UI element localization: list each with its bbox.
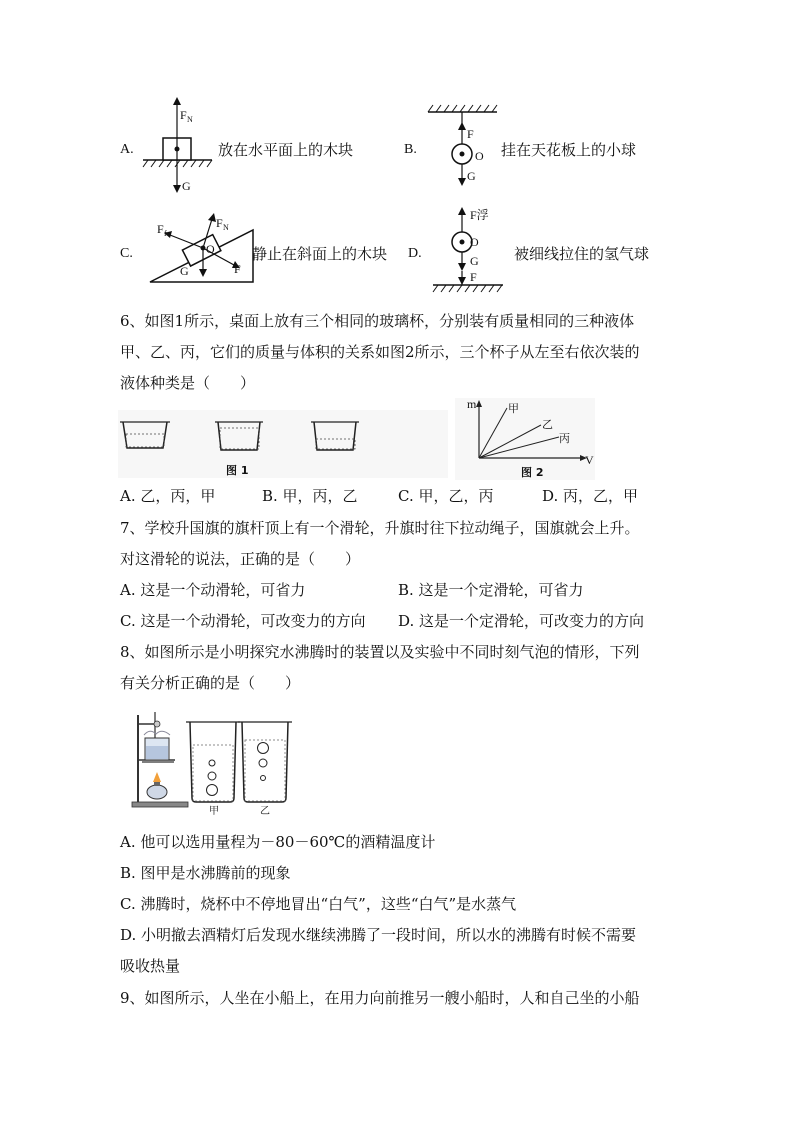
q8-option-a: A. 他可以选用量程为－80－60℃的酒精温度计 (120, 833, 436, 851)
q6-line-2: 甲、乙、丙，它们的质量与体积的关系如图2所示，三个杯子从左至右依次装的 (120, 343, 640, 361)
label-fn-main: F (180, 108, 187, 122)
q7-line-2: 对这滑轮的说法，正确的是（ ） (120, 550, 361, 568)
label-ff-sub: f (164, 229, 167, 238)
label-g: G (180, 264, 189, 278)
beaker-label-yi: 乙 (260, 806, 270, 817)
label-fn-sub: N (187, 115, 193, 124)
label-f: F (470, 270, 477, 284)
diagram-ball-hanging-from-ceiling (425, 100, 505, 195)
q6-option-d: D. 丙，乙，甲 (542, 487, 639, 505)
q8-option-b: B. 图甲是水沸腾前的现象 (120, 864, 291, 882)
figure-1-three-glasses (118, 410, 448, 480)
q7-option-c: C. 这是一个动滑轮，可改变力的方向 (120, 612, 366, 630)
q6-option-a: A. 乙，丙，甲 (120, 487, 216, 505)
q8-option-d-continued: 吸收热量 (120, 957, 181, 975)
option-c-caption: 静止在斜面上的木块 (252, 245, 388, 263)
q7-option-d: D. 这是一个定滑轮，可改变力的方向 (398, 612, 645, 630)
diagram-block-on-table (140, 95, 220, 200)
label-g: G (470, 254, 479, 268)
q8-option-d: D. 小明撤去酒精灯后发现水继续沸腾了一段时间，所以水的沸腾有时候不需要 (120, 926, 637, 944)
label-f: F (467, 127, 474, 141)
label-g: G (182, 179, 191, 193)
label-f-buoyancy: F浮 (470, 208, 489, 222)
option-b-letter: B. (404, 142, 417, 157)
q9-line-1: 9、如图所示，人坐在小船上，在用力向前推另一艘小船时，人和自己坐的小船 (120, 989, 640, 1007)
q7-line-1: 7、学校升国旗的旗杆顶上有一个滑轮，升旗时往下拉动绳子，国旗就会上升。 (120, 519, 640, 537)
q6-option-b: B. 甲，丙，乙 (262, 487, 358, 505)
x-axis-label: V (585, 453, 594, 467)
q7-option-a: A. 这是一个动滑轮，可省力 (120, 581, 306, 599)
label-ff-main: F (157, 222, 164, 236)
label-o: O (470, 235, 479, 249)
q6-line-3: 液体种类是（ ） (120, 374, 256, 392)
figure-2-mass-volume-graph (455, 398, 595, 480)
q6-line-1: 6、如图1所示，桌面上放有三个相同的玻璃杯，分别装有质量相同的三种液体 (120, 312, 635, 330)
q8-line-2: 有关分析正确的是（ ） (120, 674, 301, 692)
q6-option-c: C. 甲，乙，丙 (398, 487, 494, 505)
figure-boiling-apparatus (130, 710, 295, 815)
option-b-caption: 挂在天花板上的小球 (501, 141, 637, 159)
label-f: F (234, 262, 241, 276)
line-label-yi: 乙 (542, 419, 553, 431)
label-o: O (206, 242, 215, 256)
figure-2-caption: 图 2 (521, 466, 544, 479)
beaker-label-jia: 甲 (209, 806, 219, 817)
option-c-letter: C. (120, 246, 133, 261)
option-d-letter: D. (408, 246, 422, 261)
q8-option-c: C. 沸腾时，烧杯中不停地冒出“白气”，这些“白气”是水蒸气 (120, 895, 517, 913)
y-axis-label: m (467, 397, 477, 411)
label-o: O (475, 149, 484, 163)
label-fn-main: F (216, 216, 223, 230)
option-d-caption: 被细线拉住的氢气球 (514, 245, 650, 263)
option-a-letter: A. (120, 142, 134, 157)
label-fn-sub: N (223, 223, 229, 232)
line-label-jia: 甲 (508, 403, 519, 415)
q8-line-1: 8、如图所示是小明探究水沸腾时的装置以及实验中不同时刻气泡的情形，下列 (120, 643, 640, 661)
diagram-hydrogen-balloon (425, 205, 515, 300)
diagram-block-on-incline (148, 205, 258, 290)
figure-1-caption: 图 1 (226, 464, 249, 477)
line-label-bing: 丙 (559, 433, 570, 445)
option-a-caption: 放在水平面上的木块 (218, 141, 354, 159)
label-g: G (467, 169, 476, 183)
q7-option-b: B. 这是一个定滑轮，可省力 (398, 581, 584, 599)
